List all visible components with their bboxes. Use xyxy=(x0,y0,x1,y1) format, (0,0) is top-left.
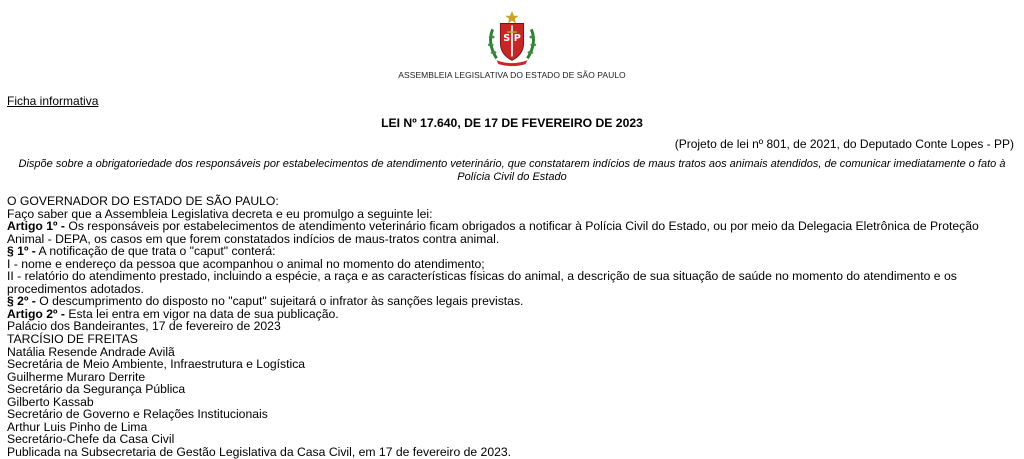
article-2-label: Artigo 2º - xyxy=(7,306,65,321)
article-2-text: Esta lei entra em vigor na data de sua publicação. xyxy=(64,306,339,321)
signature-line: Secretário de Governo e Relações Institucionais xyxy=(7,407,268,422)
signature-line: Gilberto Kassab xyxy=(7,394,94,409)
item-1: I - nome e endereço da pessoa que acompanhou o animal no momento do atendimento; xyxy=(7,256,485,271)
signature-line: Guilherme Muraro Derrite xyxy=(7,369,146,384)
law-title: LEI Nº 17.640, DE 17 DE FEVEREIRO DE 2023 xyxy=(381,116,643,130)
paragraph-1-label: § 1º - xyxy=(7,244,36,259)
paragraph-2-text: O descumprimento do disposto no "caput" sujeitará o infrator às sanções legais previstas. xyxy=(35,294,524,309)
article-1 xyxy=(7,220,1017,245)
signature-line: TARCÍSIO DE FREITAS xyxy=(7,332,138,347)
assembly-name: ASSEMBLEIA LEGISLATIVA DO ESTADO DE SÃO PAULO xyxy=(398,70,626,80)
ficha-informativa-link[interactable]: Ficha informativa xyxy=(7,94,99,108)
signature-line: Secretário-Chefe da Casa Civil xyxy=(7,432,175,447)
sao-paulo-coat-of-arms-icon xyxy=(483,10,541,68)
svg-text:P: P xyxy=(513,32,521,44)
law-summary: Dispõe sobre a obrigatoriedade dos responsáveis por estabelecimentos de atendimento veterinário, que constatarem indícios de maus tratos aos animais atendidos, de comunicar imediatamente o fato à Polícia Civil do Estado xyxy=(18,158,1006,183)
page-header xyxy=(0,10,1024,68)
article-1-label: Artigo 1º - xyxy=(7,219,65,234)
article-1-text: Os responsáveis por estabelecimentos de atendimento veterinário ficam obrigados a notificar à Polícia Civil do Estado, ou por meio da Delegacia Eletrônica de Proteção Animal - DEPA, os casos em que forem constatados indícios de maus-tratos contra animal. xyxy=(7,219,979,246)
paragraph-2-label: § 2º - xyxy=(7,294,36,309)
signature-line: Natália Resende Andrade Avilã xyxy=(7,344,175,359)
signature-line: Secretário da Segurança Pública xyxy=(7,382,186,397)
item-2: II - relatório do atendimento prestado, incluindo a espécie, a raça e as características físicas do animal, a descrição de sua situação de saúde no momento do atendimento e os procedimentos adotados. xyxy=(7,269,957,296)
signature-line: Secretária de Meio Ambiente, Infraestrutura e Logística xyxy=(7,357,306,372)
place-date: Palácio dos Bandeirantes, 17 de fevereiro de 2023 xyxy=(7,319,281,334)
paragraph-1 xyxy=(7,245,1017,258)
signature-line: Arthur Luis Pinho de Lima xyxy=(7,419,148,434)
governor-line: O GOVERNADOR DO ESTADO DE SÃO PAULO: xyxy=(7,194,279,208)
bill-reference: (Projeto de lei nº 801, de 2021, do Deputado Conte Lopes - PP) xyxy=(674,137,1014,151)
svg-text:S: S xyxy=(503,32,511,44)
paragraph-1-text: A notificação de que trata o "caput" conterá: xyxy=(35,244,276,259)
law-body xyxy=(7,195,1017,458)
promulgation-intro: Faço saber que a Assembleia Legislativa decreta e eu promulgo a seguinte lei: xyxy=(7,206,433,221)
publication-note: Publicada na Subsecretaria de Gestão Legislativa da Casa Civil, em 17 de fevereiro de 2023. xyxy=(7,444,512,459)
